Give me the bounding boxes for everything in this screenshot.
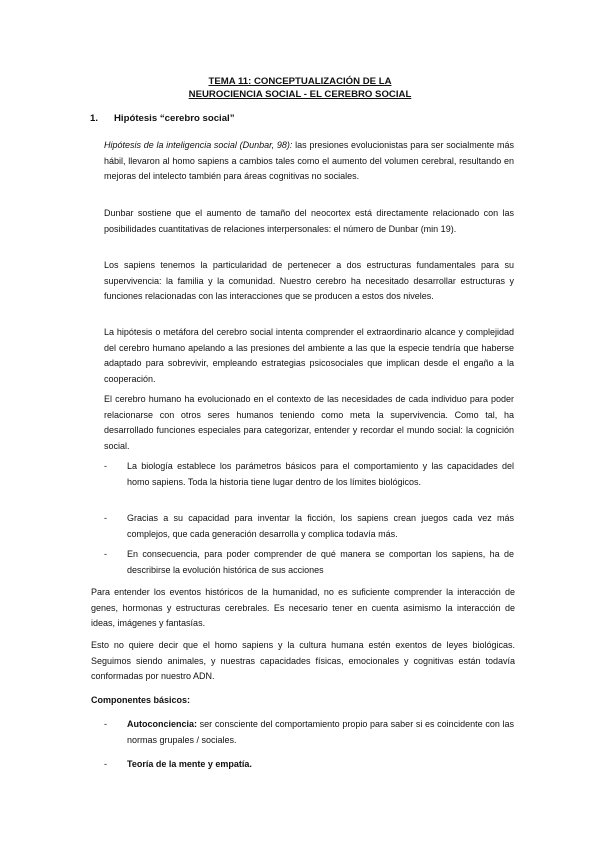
- list-item: [104, 757, 514, 773]
- list-item-text: Gracias a su capacidad para inventar la ficción, los sapiens crean juegos cada vez más complejos, que cada generación desarrolla y complica todavía más.: [127, 513, 514, 539]
- paragraph-dunbar-hypothesis: [104, 138, 514, 185]
- component-description: ser consciente del comportamiento propio para saber si es coincidente con las normas grupales / sociales.: [127, 719, 514, 745]
- paragraph-historical-events: Para entender los eventos históricos de la humanidad, no es suficiente comprender la interacción de genes, hormonas y estructuras cerebrales. Es necesario tener en cuenta asimismo la interacción de ideas, imágenes y fantasías.: [91, 587, 515, 628]
- list-item-text: [127, 717, 514, 748]
- paragraph-social-cognition: El cerebro humano ha evolucionado en el contexto de las necesidades de cada individuo para poder relacionarse con otros seres humanos teniendo como meta la supervivencia. Como tal, ha desarrollado funciones especiales para categorizar, entender y recordar el mundo social: la cognición social.: [104, 394, 514, 451]
- list-item-text: La biología establece los parámetros básicos para el comportamiento y las capacidades del homo sapiens. Toda la historia tiene lugar dentro de los límites biológicos.: [127, 461, 514, 487]
- list-item-text: [127, 757, 514, 773]
- section-number: 1.: [90, 113, 99, 124]
- bullet-dash: -: [104, 461, 107, 471]
- component-term: Autoconciencia:: [127, 719, 198, 729]
- bullet-dash: -: [104, 759, 107, 769]
- hypothesis-text: las presiones evolucionistas para ser socialmente más hábil, llevaron al homo sapiens a cambios tales como el aumento del volumen cerebral, resultando en mejoras del intelecto también para áreas cognitivas no sociales.: [104, 140, 514, 181]
- section-heading: [90, 113, 235, 125]
- paragraph-social-brain-metaphor: La hipótesis o metáfora del cerebro social intenta comprender el extraordinario alcance y complejidad del cerebro humano apelando a las presiones del ambiente a las que la especie tendría que haberse adaptado para sobrevivir, empleando estrategias psicosociales que implican desde el engaño a la cooperación.: [104, 327, 514, 384]
- hypothesis-citation: Hipótesis de la inteligencia social (Dunbar, 98):: [104, 140, 293, 150]
- list-item: [104, 717, 514, 748]
- list-item: [104, 511, 514, 542]
- paragraph-biological-laws: Esto no quiere decir que el homo sapiens y la cultura humana estén exentos de leyes biológicas. Seguimos siendo animales, y nuestras capacidades físicas, emocionales y cognitivas están todavía conformadas por nuestro ADN.: [91, 640, 515, 681]
- list-item-text: En consecuencia, para poder comprender de qué manera se comportan los sapiens, ha de describirse la evolución histórica de sus acciones: [127, 549, 514, 575]
- bullet-dash: -: [104, 549, 107, 559]
- paragraph-family-community: Los sapiens tenemos la particularidad de pertenecer a dos estructuras fundamentales para su supervivencia: la familia y la comunidad. Nuestro cerebro ha necesitado desarrollar estructuras y funciones relacionadas con las interacciones que se producen a estos dos niveles.: [104, 260, 514, 301]
- bullet-dash: -: [104, 719, 107, 729]
- list-item: [104, 459, 514, 490]
- title-line-2: NEUROCIENCIA SOCIAL - EL CEREBRO SOCIAL: [188, 89, 412, 100]
- components-heading: Componentes básicos:: [91, 695, 191, 705]
- component-term: Teoría de la mente y empatía.: [127, 759, 252, 769]
- paragraph-dunbar-number: Dunbar sostiene que el aumento de tamaño del neocortex está directamente relacionado con las posibilidades cuantitativas de relaciones interpersonales: el número de Dunbar (min 19).: [104, 208, 514, 234]
- bullet-dash: -: [104, 513, 107, 523]
- list-item: [104, 547, 514, 578]
- title-line-1: TEMA 11: CONCEPTUALIZACIÓN DE LA: [208, 76, 392, 87]
- section-title: Hipótesis “cerebro social”: [114, 113, 235, 124]
